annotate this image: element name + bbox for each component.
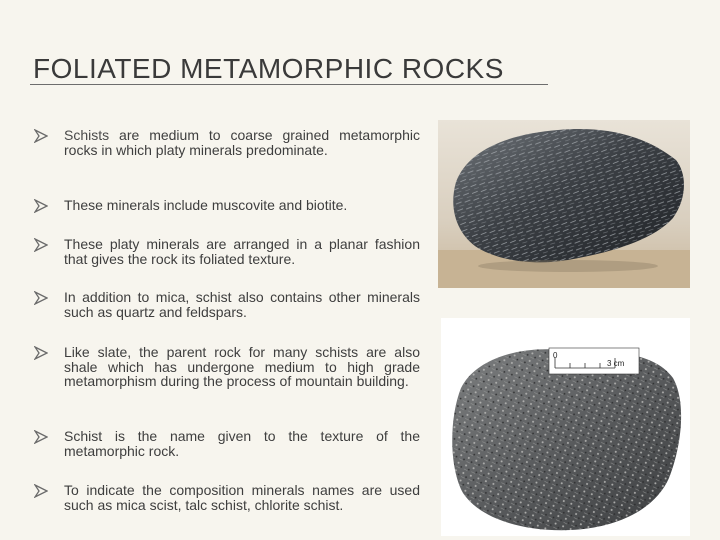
- bullet-highlight: Schists: [64, 127, 110, 143]
- arrowhead-bullet-icon: [34, 291, 48, 305]
- arrowhead-bullet-icon: [34, 199, 48, 213]
- bullet-text: These minerals include muscovite and biotite.: [64, 197, 348, 213]
- bullet-text: Schist is the name given to the texture of the metamorphic rock.: [64, 428, 420, 459]
- schist-rock-photo-bottom: [441, 318, 690, 536]
- bullet-text: Like slate, the parent rock for many schists are also shale which has undergone medium to high grade metamorphism during the process of mountain building.: [64, 344, 420, 389]
- arrowhead-bullet-icon: [34, 129, 48, 143]
- arrowhead-bullet-icon: [34, 238, 48, 252]
- scale-bar: [549, 348, 639, 374]
- bullet-text: Schists are medium to coarse grained metamorphic rocks in which platy minerals predominate.: [64, 127, 420, 158]
- scale-end-label: 3 cm: [607, 359, 625, 368]
- slide-title: FOLIATED METAMORPHIC ROCKS: [33, 53, 504, 84]
- bullet-text: In addition to mica, schist also contains other minerals such as quartz and feldspars.: [64, 289, 420, 320]
- arrowhead-bullet-icon: [34, 430, 48, 444]
- schist-rock-photo-top: [438, 120, 690, 288]
- bullet-text: These platy minerals are arranged in a planar fashion that gives the rock its foliated texture.: [64, 236, 420, 267]
- scale-start-label: 0: [553, 351, 558, 360]
- arrowhead-bullet-icon: [34, 346, 48, 360]
- arrowhead-bullet-icon: [34, 484, 48, 498]
- title-underline: [30, 84, 548, 85]
- bullet-text: To indicate the composition minerals names are used such as mica scist, talc schist, chlorite schist.: [64, 482, 420, 513]
